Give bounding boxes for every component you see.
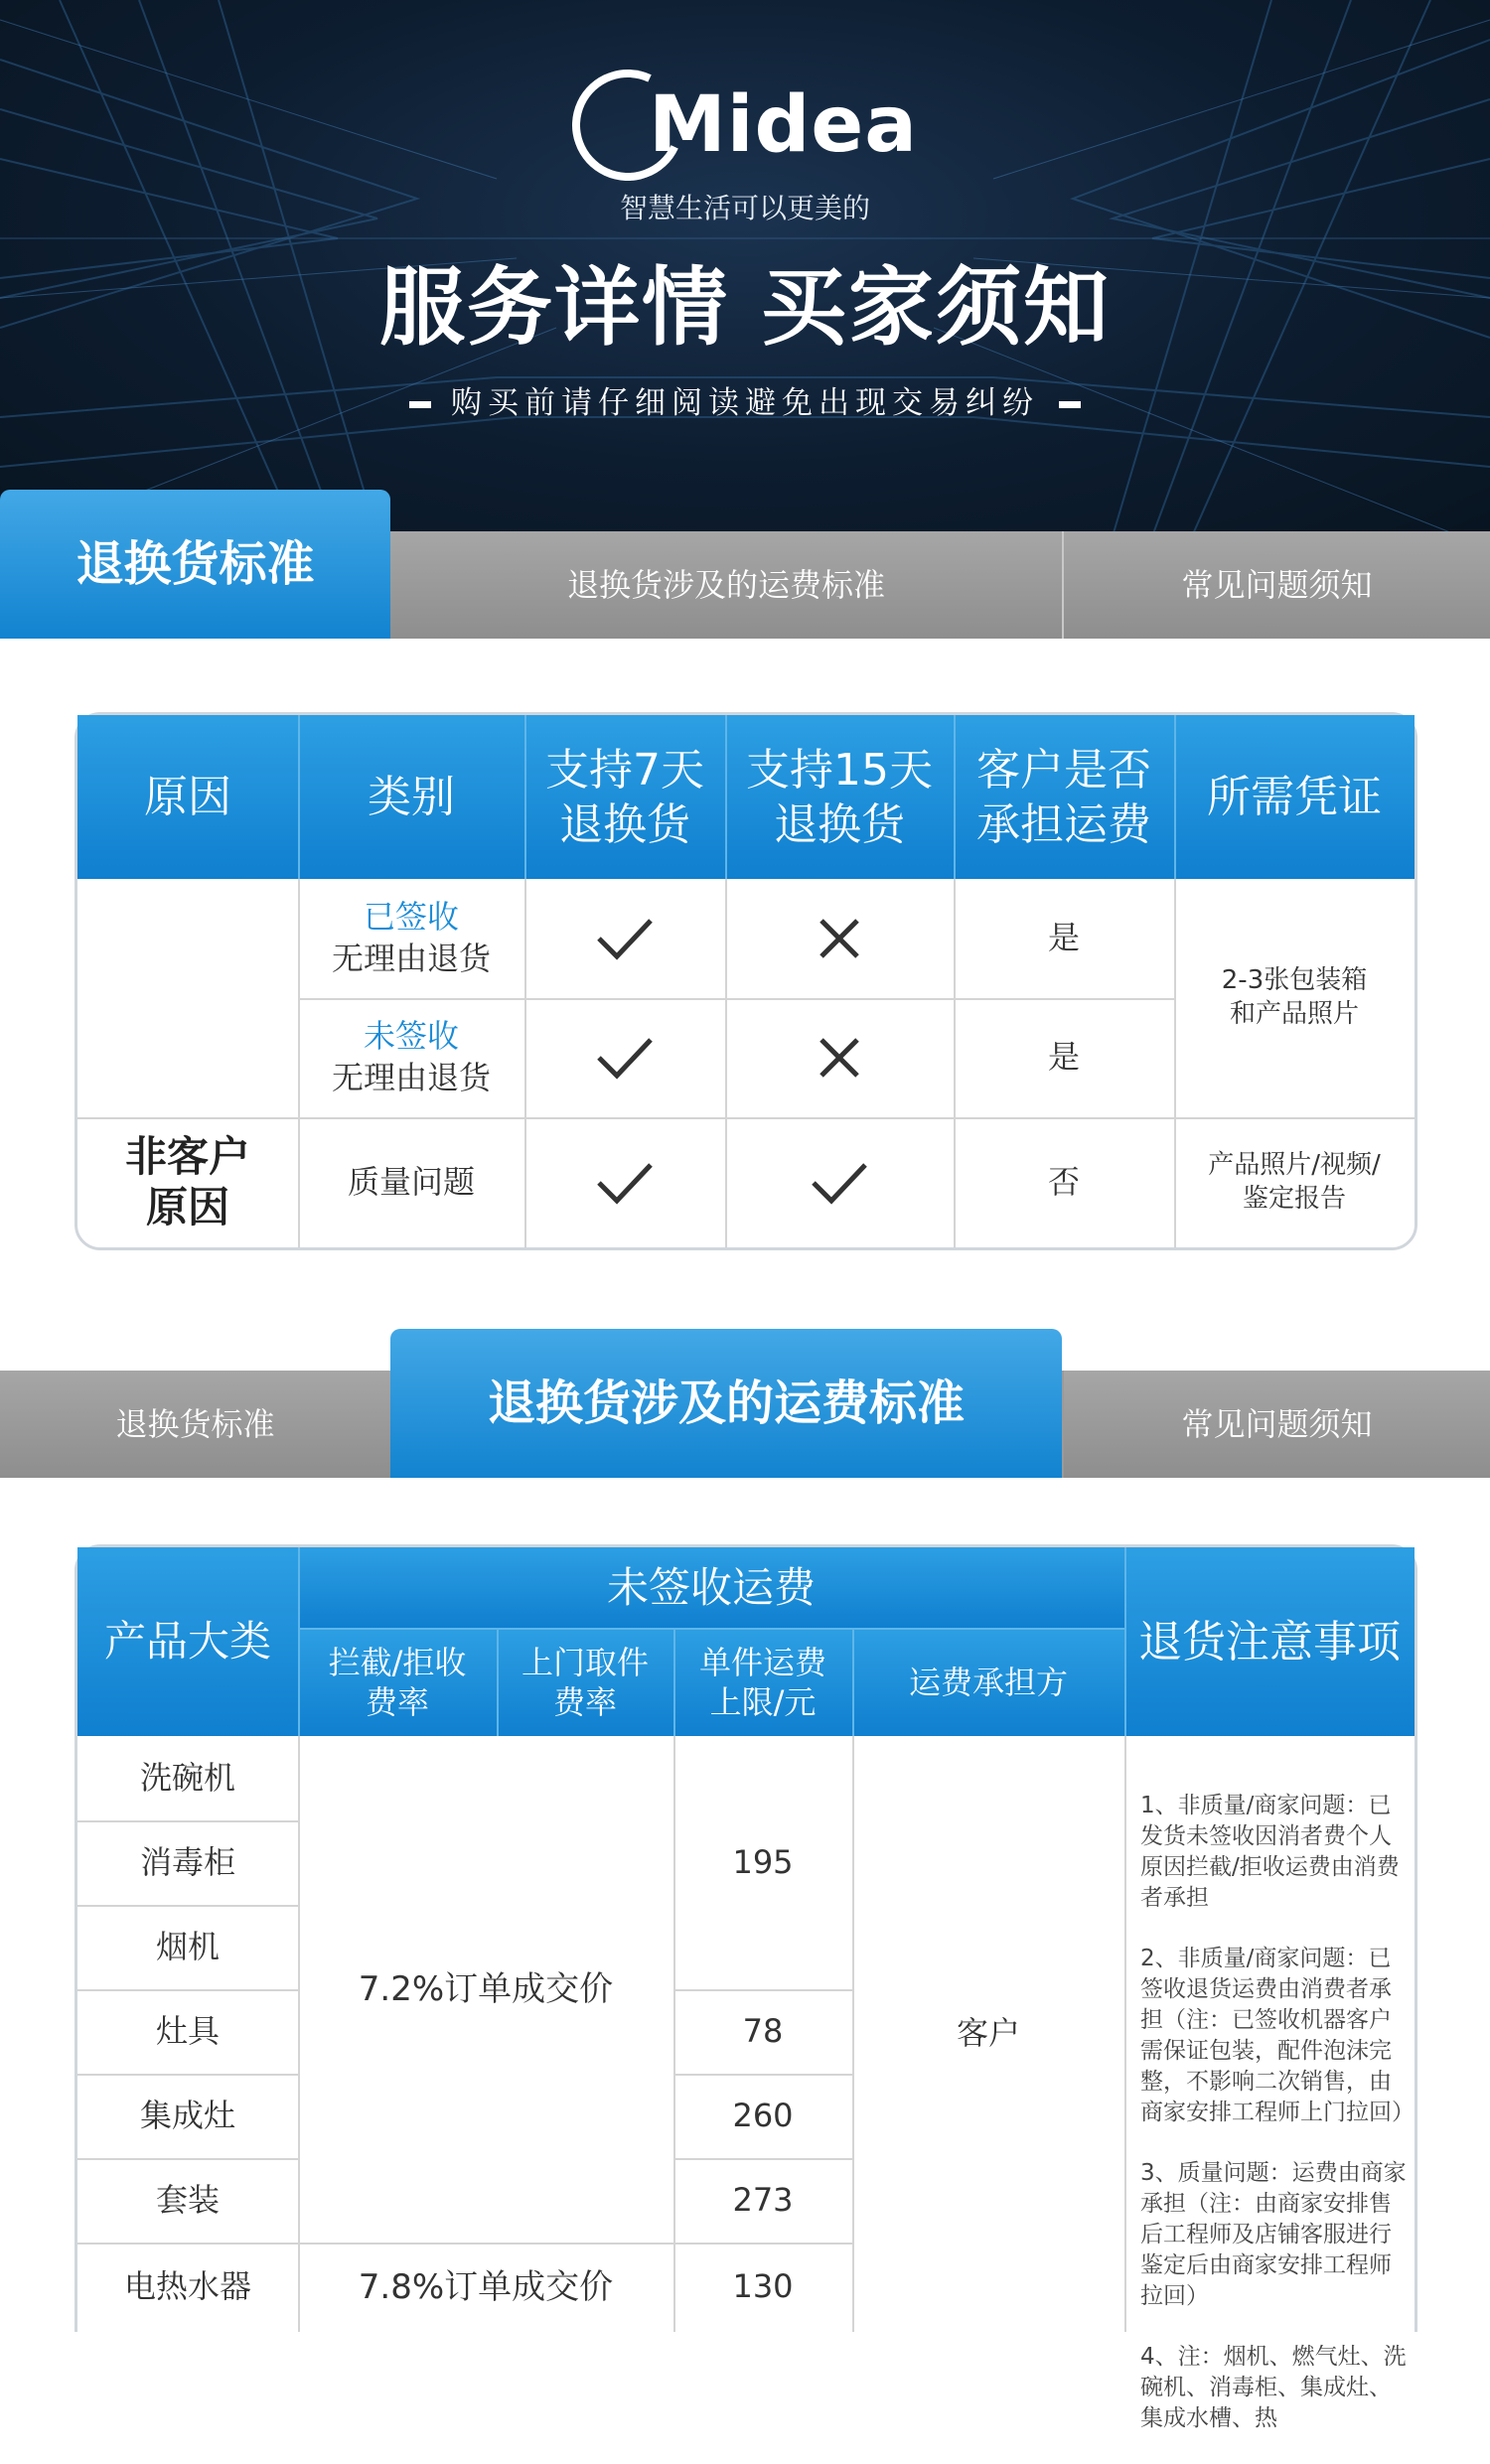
page-subtitle <box>0 377 1490 422</box>
cap-value: 130 <box>732 2267 794 2306</box>
cap-value: 78 <box>742 2011 784 2050</box>
shipping-fee-table <box>74 1544 1417 2431</box>
product-disinfection-cabinet: 消毒柜 <box>139 1842 235 1881</box>
header-product-category: 产品大类 <box>77 1547 298 1736</box>
reason-non-customer: 非客户 原因 <box>124 1132 250 1232</box>
tab-return-standard[interactable]: 退换货标准 <box>0 490 390 639</box>
cap-value: 260 <box>732 2096 794 2134</box>
rate-7-8-percent: 7.8%订单成交价 <box>358 2266 614 2307</box>
fee-value: 是 <box>1047 919 1080 957</box>
product-stove: 灶具 <box>155 2011 220 2050</box>
header-divider <box>298 715 300 879</box>
dash-decoration-left <box>409 401 431 408</box>
product-dishwasher: 洗碗机 <box>139 1758 235 1797</box>
product-bundle: 套装 <box>155 2180 220 2219</box>
header-return-notes: 退货注意事项 <box>1124 1547 1415 1736</box>
check-icon <box>524 998 725 1117</box>
tab-shipping-fee[interactable]: 退换货涉及的运费标准 <box>390 1329 1062 1478</box>
product-integrated-stove: 集成灶 <box>139 2096 235 2134</box>
proof-packaging-photos: 2-3张包装箱 和产品照片 <box>1221 965 1368 1029</box>
category-label: 无理由退货 <box>331 940 491 977</box>
header-single-cap: 单件运费 上限/元 <box>673 1629 852 1736</box>
cross-icon <box>725 998 954 1117</box>
header-divider <box>524 715 526 879</box>
header-divider <box>497 1629 499 1736</box>
table-row-signed <box>298 879 524 998</box>
header-divider <box>298 1547 300 1736</box>
cross-icon <box>725 879 954 998</box>
cap-value: 195 <box>732 1842 794 1881</box>
header-unsigned-fee: 未签收运费 <box>298 1547 1124 1629</box>
status-signed: 已签收 <box>363 898 459 937</box>
fee-value: 否 <box>1047 1162 1080 1201</box>
header-7day-return: 支持7天 退换货 <box>524 715 725 879</box>
header-divider <box>1174 715 1176 879</box>
category-label: 无理由退货 <box>331 1059 491 1096</box>
header-divider <box>1124 1547 1126 1736</box>
page-title: 服务详情 买家须知 <box>379 258 1111 358</box>
header-customer-pays-fee: 客户是否 承担运费 <box>954 715 1174 879</box>
subtitle-text: 购买前请仔细阅读避免出现交易纠纷 <box>451 385 1039 421</box>
header-category: 类别 <box>298 715 524 879</box>
fee-payer-customer: 客户 <box>956 2014 1020 2053</box>
header-divider <box>852 1629 854 1736</box>
header-divider <box>725 715 727 879</box>
check-icon <box>524 1117 725 1247</box>
check-icon <box>524 879 725 998</box>
tab-return-standard[interactable]: 退换货标准 <box>0 1371 390 1478</box>
logo-ring-icon <box>556 54 699 197</box>
fee-value: 是 <box>1047 1038 1080 1077</box>
proof-photo-video-report: 产品照片/视频/ 鉴定报告 <box>1208 1149 1381 1214</box>
header-pickup-rate: 上门取件 费率 <box>497 1629 673 1736</box>
dash-decoration-right <box>1059 401 1081 408</box>
header-reason: 原因 <box>77 715 298 879</box>
note-item: 3、质量问题：运费由商家承担（注：由商家安排售后工程师及店铺客服进行鉴定后由商家安排工程师拉回） <box>1140 2160 1407 2309</box>
header-intercept-rate: 拦截/拒收 费率 <box>298 1629 497 1736</box>
tab-faq[interactable]: 常见问题须知 <box>1064 531 1490 639</box>
brand-slogan: 智慧生活可以更美的 <box>619 192 870 224</box>
logo-text: Midea <box>649 80 918 170</box>
note-item: 2、非质量/商家问题：已签收退货运费由消费者承担（注：已签收机器客户需保证包装，配件泡沫完整，不影响二次销售，由商家安排工程师上门拉回） <box>1140 1946 1415 2125</box>
note-item: 4、注：烟机、燃气灶、洗碗机、消毒柜、集成灶、集成水槽、热 <box>1140 2344 1407 2431</box>
check-icon <box>725 1117 954 1247</box>
return-notes <box>1140 1791 1415 2464</box>
table-row-unsigned <box>298 998 524 1117</box>
note-item: 1、非质量/商家问题：已发货未签收因消者费个人原因拦截/拒收运费由消费者承担 <box>1140 1793 1400 1911</box>
category-quality-issue: 质量问题 <box>347 1162 475 1201</box>
grid-line <box>1124 1736 1126 2332</box>
header-divider <box>298 1628 1124 1630</box>
header-divider <box>673 1629 675 1736</box>
return-standard-table <box>74 712 1417 1250</box>
header-divider <box>954 715 956 879</box>
brand-logo <box>0 70 1490 181</box>
tab-faq[interactable]: 常见问题须知 <box>1064 1371 1490 1478</box>
tab-shipping-fee[interactable]: 退换货涉及的运费标准 <box>390 531 1062 639</box>
status-unsigned: 未签收 <box>363 1017 459 1056</box>
header-15day-return: 支持15天 退换货 <box>725 715 954 879</box>
product-electric-water-heater: 电热水器 <box>123 2267 251 2306</box>
rate-7-2-percent: 7.2%订单成交价 <box>358 1968 614 2009</box>
product-range-hood: 烟机 <box>155 1927 220 1965</box>
header-fee-payer: 运费承担方 <box>852 1629 1124 1736</box>
cap-value: 273 <box>732 2180 794 2219</box>
header-proof-required: 所需凭证 <box>1174 715 1415 879</box>
